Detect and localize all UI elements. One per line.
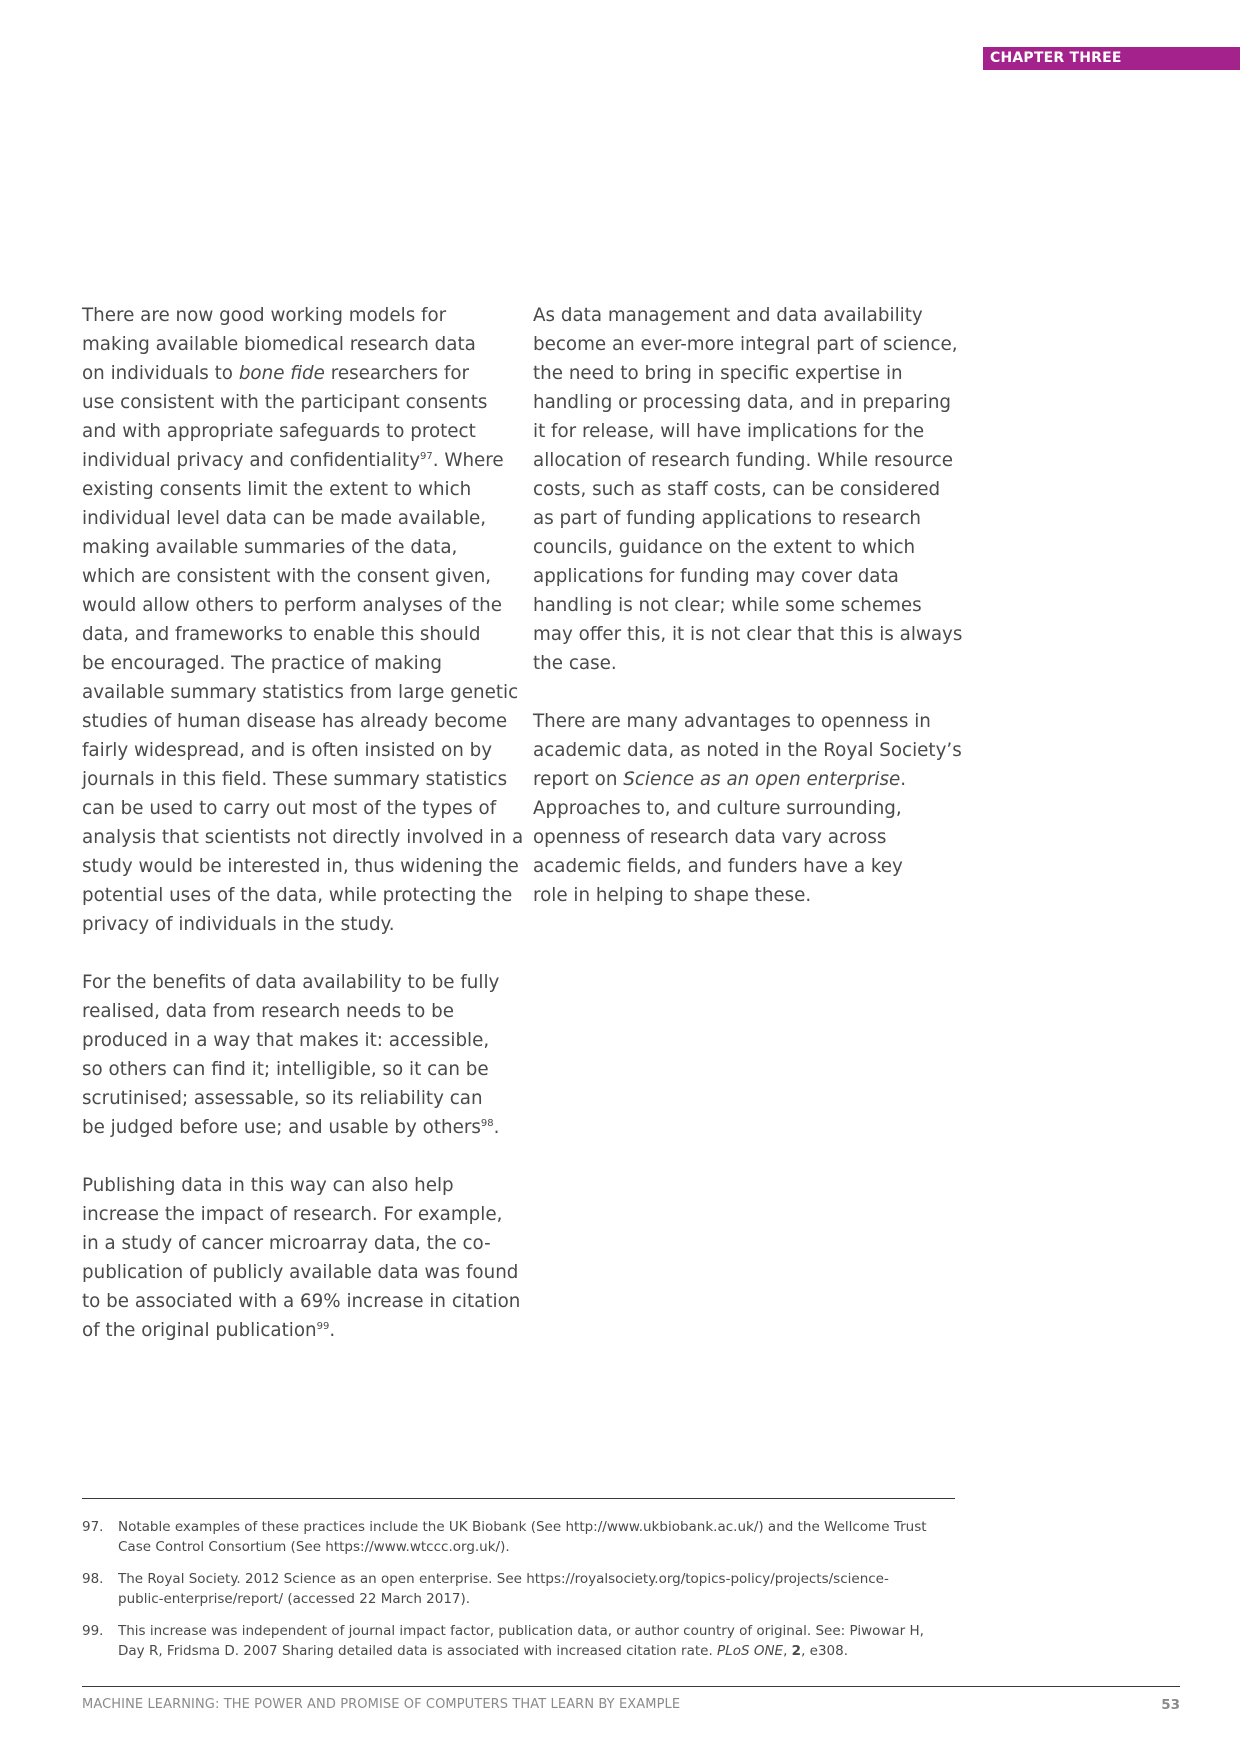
footnote-number: 98. <box>82 1571 104 1587</box>
text-line: journals in this field. These summary statistics <box>82 769 508 790</box>
text-line: as part of funding applications to research <box>533 508 921 529</box>
footnotes-divider <box>82 1498 955 1499</box>
footnote-line: The Royal Society. 2012 Science as an open enterprise. See https://royalsociety.org/topics-policy/projects/science- <box>118 1571 889 1587</box>
text-line: the need to bring in specific expertise in <box>533 363 903 384</box>
text-line: be encouraged. The practice of making <box>82 653 442 674</box>
text-line: As data management and data availability <box>533 305 923 326</box>
text-line: and with appropriate safeguards to protect <box>82 421 476 442</box>
text-line: use consistent with the participant consents <box>82 392 488 413</box>
text-line: fairly widespread, and is often insisted on by <box>82 740 493 761</box>
footer-divider <box>82 1686 1180 1687</box>
text-line: available summary statistics from large genetic <box>82 682 519 703</box>
text-line: academic fields, and funders have a key <box>533 856 903 877</box>
paragraph-publishing-impact <box>82 1171 521 1345</box>
footnote-ref-99[interactable]: 99 <box>316 1321 330 1332</box>
footnote-line: Case Control Consortium (See https://www.wtccc.org.uk/). <box>118 1539 510 1555</box>
text-line: making available summaries of the data, <box>82 537 458 558</box>
paragraph-research-funding <box>533 301 963 678</box>
footnote-line: This increase was independent of journal impact factor, publication data, or author country of original. See: Piwowar H, <box>118 1623 924 1639</box>
page-number: 53 <box>1161 1697 1180 1713</box>
footnote-line: public-enterprise/report/ (accessed 22 March 2017). <box>118 1591 471 1607</box>
left-column <box>82 301 524 1374</box>
text-line: scrutinised; assessable, so its reliability can <box>82 1088 483 1109</box>
footnote-98 <box>82 1569 962 1609</box>
footnote-number: 99. <box>82 1623 104 1639</box>
footnote-ref-97[interactable]: 97 <box>420 451 433 462</box>
text-line: produced in a way that makes it: accessible, <box>82 1030 490 1051</box>
text-line: so others can find it; intelligible, so it can be <box>82 1059 489 1080</box>
text-line: it for release, will have implications for the <box>533 421 925 442</box>
text-line: existing consents limit the extent to which <box>82 479 472 500</box>
text-line: in a study of cancer microarray data, the co- <box>82 1233 491 1254</box>
emphasis: Science as an open enterprise <box>623 769 901 790</box>
text-line: realised, data from research needs to be <box>82 1001 454 1022</box>
footnote-line: Day R, Fridsma D. 2007 Sharing detailed data is associated with increased citation rate. PLoS ONE, 2, e308. <box>118 1643 849 1659</box>
text-line: increase the impact of research. For example, <box>82 1204 503 1225</box>
text-line: For the benefits of data availability to be fully <box>82 972 500 993</box>
text-line: analysis that scientists not directly involved in a <box>82 827 524 848</box>
text-line: individual privacy and confidentiality$^{97}$. Where <box>82 450 504 471</box>
text-line: making available biomedical research data <box>82 334 476 355</box>
text-line: be judged before use; and usable by others$^{98}$. <box>82 1117 500 1138</box>
footnote-number: 97. <box>82 1519 104 1535</box>
text-line: report on Science as an open enterprise. <box>533 769 907 790</box>
text-line: There are now good working models for <box>82 305 447 326</box>
text-line: Approaches to, and culture surrounding, <box>533 798 902 819</box>
text-line: individual level data can be made available, <box>82 508 487 529</box>
text-line: the case. <box>533 653 617 674</box>
text-line: handling or processing data, and in preparing <box>533 392 952 413</box>
volume-number: 2 <box>791 1643 802 1659</box>
footnote-99 <box>82 1621 962 1661</box>
right-column <box>533 301 963 939</box>
text-line: potential uses of the data, while protecting the <box>82 885 513 906</box>
text-line: studies of human disease has already become <box>82 711 508 732</box>
text-line: would allow others to perform analyses of the <box>82 595 502 616</box>
text-line: study would be interested in, thus widening the <box>82 856 519 877</box>
paragraph-data-models <box>82 301 524 939</box>
text-line: Publishing data in this way can also help <box>82 1175 454 1196</box>
chapter-label: CHAPTER THREE <box>983 47 1240 70</box>
text-line: openness of research data vary across <box>533 827 887 848</box>
text-line: academic data, as noted in the Royal Society’s <box>533 740 962 761</box>
emphasis: bone fide <box>238 363 325 384</box>
text-line: role in helping to shape these. <box>533 885 812 906</box>
footnote-line: Notable examples of these practices include the UK Biobank (See http://www.ukbiobank.ac.uk/) and the Wellcome Trust <box>118 1519 927 1535</box>
text-line: handling is not clear; while some schemes <box>533 595 922 616</box>
text-line: allocation of research funding. While resource <box>533 450 954 471</box>
footnotes <box>82 1517 962 1673</box>
footer-title: MACHINE LEARNING: THE POWER AND PROMISE OF COMPUTERS THAT LEARN BY EXAMPLE <box>82 1697 681 1712</box>
text-line: may offer this, it is not clear that this is always <box>533 624 963 645</box>
text-line: become an ever-more integral part of science, <box>533 334 958 355</box>
text-line: privacy of individuals in the study. <box>82 914 395 935</box>
text-line: to be associated with a 69% increase in citation <box>82 1291 521 1312</box>
text-line: There are many advantages to openness in <box>533 711 931 732</box>
text-line: on individuals to bone fide researchers for <box>82 363 470 384</box>
text-line: of the original publication$^{99}$. <box>82 1320 336 1341</box>
paragraph-openness <box>533 707 962 910</box>
paragraph-data-availability <box>82 968 507 1142</box>
text-line: councils, guidance on the extent to which <box>533 537 916 558</box>
text-line: which are consistent with the consent given, <box>82 566 492 587</box>
text-line: applications for funding may cover data <box>533 566 899 587</box>
footnote-ref-98[interactable]: 98 <box>480 1118 494 1129</box>
text-line: can be used to carry out most of the types of <box>82 798 497 819</box>
journal-name: PLoS ONE <box>717 1643 784 1659</box>
text-line: costs, such as staff costs, can be considered <box>533 479 941 500</box>
text-line: publication of publicly available data was found <box>82 1262 519 1283</box>
text-line: data, and frameworks to enable this should <box>82 624 481 645</box>
footnote-97 <box>82 1517 962 1557</box>
